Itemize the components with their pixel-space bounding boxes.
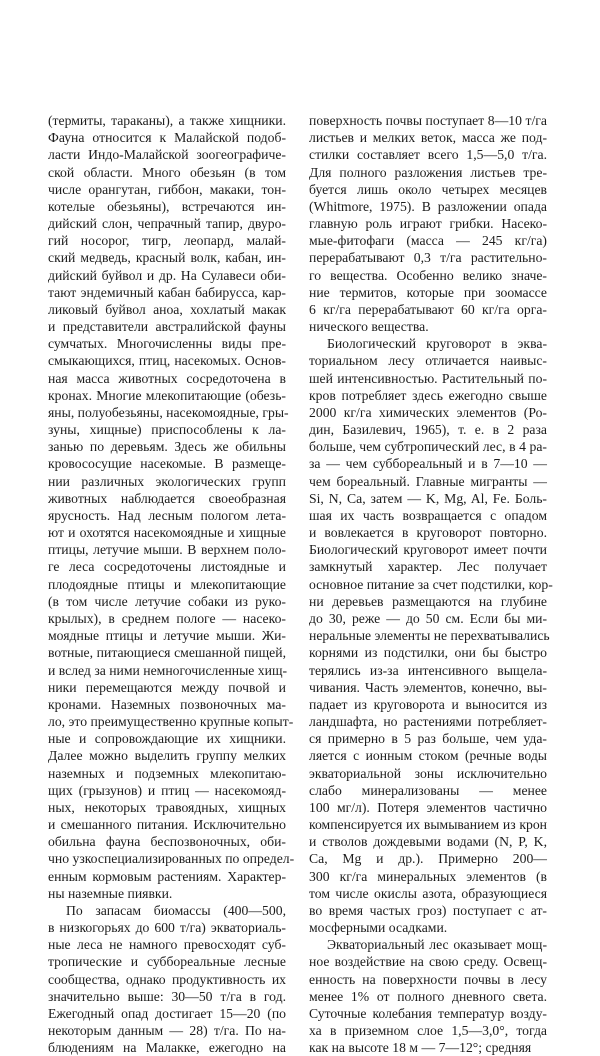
text-line: шей интенсивностью. Растительный по- (309, 370, 547, 386)
text-line: ных, некоторых травоядных, хищных (48, 799, 286, 815)
text-line: ландшафта, но растениями потребляет- (309, 714, 547, 730)
text-line: чно узкоспециализированных по определ- (48, 851, 295, 867)
text-line: ской области. Много обезьян (в том (48, 164, 286, 180)
text-line: смыкающихся, птиц, насекомых. Основ- (48, 353, 286, 369)
text-line: слабо минерализованы — менее (309, 782, 547, 798)
text-line: тают эндемичный кабан бабирусса, кар- (48, 284, 286, 300)
text-line: щих (грызунов) и птиц — насекомояд- (48, 782, 286, 798)
text-line: ся примерно в 5 раз больше, чем уда- (309, 731, 547, 747)
paragraph (309, 335, 553, 936)
text-line: стилки составляет всего 1,5—5,0 т/га. (309, 147, 547, 163)
text-line: сумчатых. Многочисленны виды пре- (48, 336, 286, 352)
text-line: зуны, хищные) приспособлены к ла- (48, 422, 286, 438)
text-line: Фауна относится к Малайской подоб- (48, 130, 286, 146)
text-line: компенсируется их вымыванием из крон (309, 817, 547, 833)
text-line: ное воздействие на свою среду. Освещ- (309, 954, 547, 970)
text-line: поверхность почвы поступает 8—10 т/га (309, 113, 547, 128)
text-line: енность на поверхности почвы в лесу (309, 971, 547, 987)
text-line: в низкогорьях до 600 т/га) экваториаль- (48, 920, 286, 936)
text-line: терялись из-за интенсивного выщела- (309, 662, 547, 678)
text-line: гий носорог, тигр, леопард, малай- (48, 233, 286, 249)
text-line: ная масса животных сосредоточена в (48, 370, 286, 386)
text-line: до 30, реже — до 50 см. Если бы ми- (309, 610, 547, 626)
text-line: кронах. Многие млекопитающие (обезь- (48, 387, 286, 403)
text-line: сообщества, однако продуктивность их (48, 971, 286, 987)
text-line: за — чем суббореальный и в 7—10 — (309, 456, 547, 472)
text-line: Биологический круговорот в эква- (327, 336, 547, 352)
text-line: ни деревьев размещаются на глубине (309, 593, 547, 609)
text-line: ге леса сосредоточены листоядные и (48, 559, 286, 575)
text-line: ярусность. Над лесным пологом лета- (48, 507, 286, 523)
text-column-right (309, 112, 553, 1056)
text-line: блюдениям на Малакке, ежегодно на (48, 1040, 286, 1056)
paragraph (309, 112, 547, 335)
text-line: ляется с ионным стоком (речные воды (309, 748, 547, 764)
text-line: листьев и мелких веток, масса же под- (309, 130, 547, 146)
text-line: экваториальной зоны исключительно (309, 765, 547, 781)
text-line: (термиты, тараканы), а также хищники. (48, 113, 286, 128)
text-line: во время частых гроз) поступает с ат- (309, 902, 547, 918)
text-line: ют и охотятся насекомоядные и хищные (48, 525, 286, 541)
text-line: том числе окислы азота, образующиеся (309, 885, 547, 901)
text-line: ториальном лесу отличается наивыс- (309, 353, 547, 369)
text-line: Далее можно выделить группу мелких (48, 748, 286, 764)
text-line: неральные элементы не перехватывались (309, 628, 550, 644)
text-line: нического вещества. (309, 319, 429, 335)
paragraph (309, 936, 547, 1056)
text-line: и вовлекается в круговорот повторно. (309, 525, 547, 541)
text-line: менее 1% от полного дневного света. (309, 988, 547, 1004)
text-line: замкнутый характер. Лес получает (309, 559, 547, 575)
paragraph (48, 112, 295, 902)
text-line: Экваториальный лес оказывает мощ- (327, 937, 547, 953)
text-line: вотные, питающиеся смешанной пищей, (48, 645, 286, 661)
text-column-left (48, 112, 295, 1056)
text-line: основное питание за счет подстилки, кор- (309, 576, 553, 592)
text-line: шая их часть возвращается с опадом (309, 507, 547, 523)
paragraph (48, 902, 286, 1056)
text-line: ласти Индо-Малайской зоогеографиче- (48, 147, 286, 163)
text-line: 300 кг/га минеральных элементов (в (309, 868, 547, 884)
text-line: и представители австралийской фауны (48, 319, 286, 335)
text-line: чем бореальный. Главные мигранты — (309, 473, 547, 489)
text-line: обильна фауна беспозвоночных, оби- (48, 834, 286, 850)
text-line: значительно выше: 30—50 т/га в год. (48, 988, 286, 1004)
text-line: и смешанного питания. Исключительно (48, 817, 286, 833)
text-line: (в том числе летучие собаки из руко- (48, 593, 286, 609)
text-line: Биологический круговорот имеет почти (309, 542, 547, 558)
text-line: нии различных экологических групп (48, 473, 286, 489)
text-line: крылых), в среднем пологе — насеко- (48, 610, 286, 626)
text-line: ные и сопровождающие их хищники. (48, 731, 286, 747)
text-line: кронами. Наземных позвоночных ма- (48, 696, 286, 712)
text-line: Si, N, Ca, затем — K, Mg, Al, Fe. Боль- (309, 490, 547, 506)
text-line: Суточные колебания температур возду- (309, 1005, 547, 1021)
text-line: мосферными осадками. (309, 920, 448, 936)
text-line: котелые обезьяны), встречаются ин- (48, 198, 286, 214)
text-line: ло, это преимущественно крупные копыт- (48, 714, 294, 730)
text-line: 2000 кг/га химических элементов (Ро- (309, 404, 547, 420)
text-line: дин, Базилевич, 1965), т. е. в 2 раза (309, 422, 547, 438)
text-line: 6 кг/га перерабатывают 60 кг/га орга- (309, 301, 547, 317)
text-line: занью по деревьям. Здесь же обильны (48, 439, 286, 455)
text-line: кровососущие насекомые. В размеще- (48, 456, 286, 472)
text-line: ликовый буйвол аноа, хохлатый макак (48, 301, 286, 317)
text-line: енным кормовым растениям. Характер- (48, 868, 286, 884)
text-line: дийский слон, чепрачный тапир, двуро- (48, 216, 286, 232)
text-line: мые-фитофаги (масса — 245 кг/га) (309, 233, 547, 249)
text-line: (Whitmore, 1975). В разложении опада (309, 198, 547, 214)
text-line: наземных и подземных млекопитаю- (48, 765, 286, 781)
text-line: го вещества. Особенно велико значе- (309, 267, 547, 283)
text-line: и вслед за ними немногочисленные хищ- (48, 662, 288, 678)
text-line: главную роль играют грибки. Насеко- (309, 216, 547, 232)
text-line: как на высоте 18 м — 7—12°; средняя (309, 1040, 532, 1056)
text-line: Ca, Mg и др.). Примерно 200— (309, 851, 547, 867)
text-line: ные леса не намного превосходят суб- (48, 937, 286, 953)
text-line: Ежегодный опад достигает 15—20 (по (48, 1005, 286, 1021)
text-line: ны наземные пиявки. (48, 885, 173, 901)
text-line: перерабатывают 0,3 т/га растительно- (309, 250, 547, 266)
text-line: тропические и суббореальные лесные (48, 954, 286, 970)
text-line: дийский буйвол и др. На Сулавеси оби- (48, 267, 286, 283)
text-line: ники перемещаются между почвой и (48, 679, 286, 695)
text-line: больше, чем субтропический лес, в 4 ра- (309, 439, 547, 455)
text-line: По запасам биомассы (400—500, (66, 902, 286, 918)
text-line: ха в приземном слое 1,5—3,0°, тогда (309, 1023, 547, 1039)
text-line: ние термитов, которые при зоомассе (309, 284, 547, 300)
text-line: моядные птицы и летучие мыши. Жи- (48, 628, 286, 644)
text-line: числе орангутан, гиббон, макаки, тон- (48, 181, 286, 197)
text-line: ский медведь, красный волк, кабан, ин- (48, 250, 286, 266)
text-line: некоторым данным — 28) т/га. По на- (48, 1023, 286, 1039)
text-line: плодоядные птицы и млекопитающие (48, 576, 286, 592)
text-line: и стволов дождевыми водами (N, P, K, (309, 834, 547, 850)
text-line: буется лишь около четырех месяцев (309, 181, 547, 197)
text-line: корнями из подстилки, они бы быстро (309, 645, 547, 661)
text-line: птицы, летучие мыши. В верхнем поло- (48, 542, 286, 558)
text-line: яны, полуобезьяны, насекомоядные, гры- (48, 404, 289, 420)
text-line: Для полного разложения листьев тре- (309, 164, 547, 180)
text-line: животных наблюдается своеобразная (48, 490, 286, 506)
text-line: чивания. Часть элементов, конечно, вы- (309, 679, 547, 695)
text-line: 100 мг/л). Потеря элементов частично (309, 799, 547, 815)
text-line: кров потребляет здесь ежегодно свыше (309, 387, 547, 403)
text-line: падает из круговорота и выносится из (309, 696, 547, 712)
